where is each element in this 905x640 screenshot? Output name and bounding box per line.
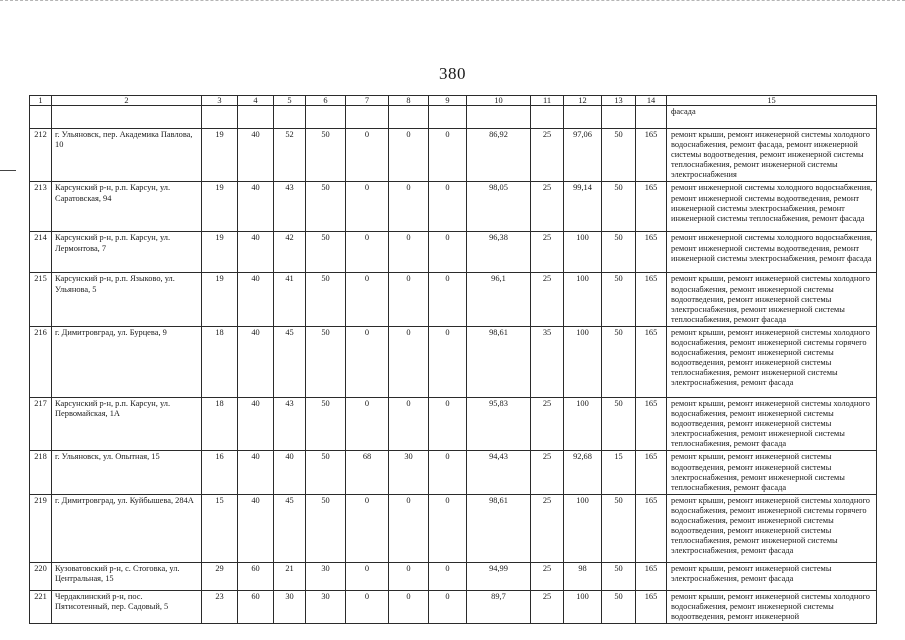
- value-cell: 15: [202, 494, 238, 562]
- address-cell: г. Димитровград, ул. Куйбышева, 284А: [52, 494, 202, 562]
- column-number: 10: [467, 96, 531, 106]
- column-number: 6: [306, 96, 346, 106]
- value-cell: 100: [564, 326, 602, 397]
- works-cell: ремонт крыши, ремонт инженерной системы водоотведения, ремонт инженерной системы электроснабжения, ремонт инженерной системы теплоснабжения, ремонт фасада: [667, 451, 877, 494]
- scan-top-edge: [0, 0, 905, 7]
- address-cell: г. Димитровград, ул. Бурцева, 9: [52, 326, 202, 397]
- value-cell: 40: [238, 451, 274, 494]
- value-cell: 43: [274, 182, 306, 232]
- value-cell: 25: [531, 397, 564, 450]
- value-cell: 0: [389, 590, 429, 623]
- value-cell: 50: [602, 590, 636, 623]
- table-row: [30, 494, 877, 562]
- value-cell: 50: [306, 326, 346, 397]
- value-cell: 25: [531, 232, 564, 273]
- value-cell: 0: [429, 326, 467, 397]
- table-row: [30, 562, 877, 590]
- table-row: [30, 590, 877, 623]
- value-cell: 25: [531, 129, 564, 182]
- value-cell: 99,14: [564, 182, 602, 232]
- works-cell: ремонт крыши, ремонт инженерной системы электроснабжения, ремонт фасада: [667, 562, 877, 590]
- value-cell: 45: [274, 494, 306, 562]
- value-cell: 0: [429, 232, 467, 273]
- value-cell: 100: [564, 397, 602, 450]
- value-cell: 96,1: [467, 273, 531, 326]
- table-row: [30, 326, 877, 397]
- value-cell: 43: [274, 397, 306, 450]
- column-number: 13: [602, 96, 636, 106]
- value-cell: 50: [602, 562, 636, 590]
- value-cell: 30: [306, 590, 346, 623]
- value-cell: 19: [202, 273, 238, 326]
- value-cell: 165: [636, 397, 667, 450]
- row-number-cell: 213: [30, 182, 52, 232]
- value-cell: 0: [346, 232, 389, 273]
- value-cell: 100: [564, 232, 602, 273]
- value-cell: 0: [389, 182, 429, 232]
- value-cell: 89,7: [467, 590, 531, 623]
- value-cell: 68: [346, 451, 389, 494]
- works-cell: ремонт крыши, ремонт инженерной системы холодного водоснабжения, ремонт фасада, ремонт инженерной системы водоотведения, ремонт инженерной системы теплоснабжения, ремонт инженерной системы электроснабжения: [667, 129, 877, 182]
- value-cell: 25: [531, 590, 564, 623]
- column-number: 3: [202, 96, 238, 106]
- value-cell: 50: [306, 232, 346, 273]
- value-cell: 0: [346, 590, 389, 623]
- works-cell: ремонт крыши, ремонт инженерной системы холодного водоснабжения, ремонт инженерной системы водоотведения, ремонт инженерной системы электроснабжения, ремонт инженерной системы теплоснабжения, ремонт фасада: [667, 273, 877, 326]
- works-cell: фасада: [667, 106, 877, 129]
- value-cell: 18: [202, 326, 238, 397]
- value-cell: 165: [636, 562, 667, 590]
- value-cell: 0: [429, 129, 467, 182]
- value-cell: 0: [389, 273, 429, 326]
- value-cell: 98,61: [467, 326, 531, 397]
- value-cell: 165: [636, 232, 667, 273]
- value-cell: 25: [531, 451, 564, 494]
- value-cell: 165: [636, 494, 667, 562]
- value-cell: 30: [274, 590, 306, 623]
- value-cell: 40: [238, 397, 274, 450]
- value-cell: 0: [429, 494, 467, 562]
- value-cell: 0: [429, 182, 467, 232]
- value-cell: 42: [274, 232, 306, 273]
- value-cell: 165: [636, 451, 667, 494]
- value-cell: 40: [238, 232, 274, 273]
- value-cell: 96,38: [467, 232, 531, 273]
- works-cell: ремонт инженерной системы холодного водоснабжения, ремонт инженерной системы водоотведения, ремонт инженерной системы электроснабжения, ремонт инженерной системы теплоснабжения, ремонт фасада: [667, 182, 877, 232]
- row-number-cell: 221: [30, 590, 52, 623]
- value-cell: 0: [346, 562, 389, 590]
- column-number: 5: [274, 96, 306, 106]
- value-cell: 40: [238, 182, 274, 232]
- row-number-cell: 212: [30, 129, 52, 182]
- address-cell: Карсунский р-н, р.п. Карсун, ул. Первомайская, 1А: [52, 397, 202, 450]
- value-cell: 94,99: [467, 562, 531, 590]
- value-cell: 40: [238, 326, 274, 397]
- value-cell: 86,92: [467, 129, 531, 182]
- value-cell: 0: [389, 562, 429, 590]
- column-number: 15: [667, 96, 877, 106]
- table-row: [30, 273, 877, 326]
- column-number: 4: [238, 96, 274, 106]
- value-cell: 0: [389, 129, 429, 182]
- value-cell: 25: [531, 562, 564, 590]
- value-cell: 0: [389, 326, 429, 397]
- value-cell: 0: [346, 397, 389, 450]
- value-cell: 97,06: [564, 129, 602, 182]
- table-row: [30, 397, 877, 450]
- value-cell: 35: [531, 326, 564, 397]
- value-cell: 40: [274, 451, 306, 494]
- value-cell: 19: [202, 182, 238, 232]
- value-cell: 25: [531, 273, 564, 326]
- value-cell: 165: [636, 182, 667, 232]
- page-number: 380: [439, 64, 466, 83]
- value-cell: 50: [306, 273, 346, 326]
- value-cell: 0: [389, 397, 429, 450]
- value-cell: 98: [564, 562, 602, 590]
- value-cell: 165: [636, 273, 667, 326]
- value-cell: 50: [602, 273, 636, 326]
- value-cell: 0: [429, 562, 467, 590]
- works-cell: ремонт крыши, ремонт инженерной системы холодного водоснабжения, ремонт инженерной системы водоотведения, ремонт инженерной системы электроснабжения, ремонт инженерной системы теплоснабжения, ремонт фасада: [667, 397, 877, 450]
- column-number: 1: [30, 96, 52, 106]
- continuation-row: [30, 106, 877, 129]
- value-cell: 25: [531, 494, 564, 562]
- value-cell: 50: [306, 494, 346, 562]
- value-cell: 50: [306, 129, 346, 182]
- address-cell: г. Ульяновск, пер. Академика Павлова, 10: [52, 129, 202, 182]
- value-cell: 0: [346, 182, 389, 232]
- works-cell: ремонт инженерной системы холодного водоснабжения, ремонт инженерной системы водоотведения, ремонт инженерной системы электроснабжения, ремонт фасада: [667, 232, 877, 273]
- row-number-cell: 218: [30, 451, 52, 494]
- row-number-cell: 220: [30, 562, 52, 590]
- value-cell: 0: [389, 232, 429, 273]
- column-number: 14: [636, 96, 667, 106]
- value-cell: 29: [202, 562, 238, 590]
- value-cell: 25: [531, 182, 564, 232]
- value-cell: 0: [346, 129, 389, 182]
- value-cell: 50: [602, 182, 636, 232]
- column-number: 2: [52, 96, 202, 106]
- value-cell: 30: [389, 451, 429, 494]
- works-table: [29, 95, 877, 624]
- value-cell: 16: [202, 451, 238, 494]
- value-cell: 15: [602, 451, 636, 494]
- value-cell: 0: [346, 326, 389, 397]
- value-cell: 50: [602, 326, 636, 397]
- value-cell: 52: [274, 129, 306, 182]
- address-cell: Кузоватовский р-н, с. Стоговка, ул. Центральная, 15: [52, 562, 202, 590]
- value-cell: 50: [602, 494, 636, 562]
- value-cell: 165: [636, 590, 667, 623]
- column-number-row: [30, 96, 877, 106]
- table-row: [30, 232, 877, 273]
- value-cell: 23: [202, 590, 238, 623]
- value-cell: 50: [306, 451, 346, 494]
- value-cell: 165: [636, 129, 667, 182]
- value-cell: 94,43: [467, 451, 531, 494]
- value-cell: 40: [238, 494, 274, 562]
- value-cell: 0: [346, 273, 389, 326]
- value-cell: 40: [238, 273, 274, 326]
- value-cell: 60: [238, 590, 274, 623]
- column-number: 9: [429, 96, 467, 106]
- margin-mark: [0, 170, 16, 171]
- value-cell: 98,61: [467, 494, 531, 562]
- row-number-cell: 217: [30, 397, 52, 450]
- value-cell: 18: [202, 397, 238, 450]
- value-cell: 40: [238, 129, 274, 182]
- value-cell: 50: [602, 397, 636, 450]
- value-cell: 41: [274, 273, 306, 326]
- address-cell: Карсунский р-н, р.п. Карсун, ул. Саратовская, 94: [52, 182, 202, 232]
- row-number-cell: 214: [30, 232, 52, 273]
- column-number: 7: [346, 96, 389, 106]
- address-cell: г. Ульяновск, ул. Опытная, 15: [52, 451, 202, 494]
- table-row: [30, 451, 877, 494]
- value-cell: 50: [306, 397, 346, 450]
- value-cell: 0: [429, 451, 467, 494]
- address-cell: Чердаклинский р-н, пос. Пятисотенный, пер. Садовый, 5: [52, 590, 202, 623]
- value-cell: 92,68: [564, 451, 602, 494]
- table-row: [30, 182, 877, 232]
- column-number: 11: [531, 96, 564, 106]
- value-cell: 95,83: [467, 397, 531, 450]
- table-body: [30, 96, 877, 624]
- value-cell: 0: [429, 590, 467, 623]
- value-cell: 45: [274, 326, 306, 397]
- value-cell: 100: [564, 494, 602, 562]
- address-cell: Карсунский р-н, р.п. Языково, ул. Ульянова, 5: [52, 273, 202, 326]
- value-cell: 0: [429, 397, 467, 450]
- address-cell: Карсунский р-н, р.п. Карсун, ул. Лермонтова, 7: [52, 232, 202, 273]
- table-row: [30, 129, 877, 182]
- works-cell: ремонт крыши, ремонт инженерной системы холодного водоснабжения, ремонт инженерной системы горячего водоснабжения, ремонт инженерной системы водоотведения, ремонт инженерной системы теплоснабжения, ремонт инженерной системы электроснабжения, ремонт фасада: [667, 494, 877, 562]
- works-cell: ремонт крыши, ремонт инженерной системы холодного водоснабжения, ремонт инженерной системы водоотведения, ремонт инженерной: [667, 590, 877, 623]
- value-cell: 50: [602, 232, 636, 273]
- value-cell: 0: [346, 494, 389, 562]
- value-cell: 21: [274, 562, 306, 590]
- value-cell: 0: [429, 273, 467, 326]
- value-cell: 60: [238, 562, 274, 590]
- column-number: 8: [389, 96, 429, 106]
- value-cell: 19: [202, 129, 238, 182]
- value-cell: 30: [306, 562, 346, 590]
- value-cell: 100: [564, 273, 602, 326]
- row-number-cell: 219: [30, 494, 52, 562]
- value-cell: 0: [389, 494, 429, 562]
- value-cell: 50: [306, 182, 346, 232]
- column-number: 12: [564, 96, 602, 106]
- row-number-cell: 216: [30, 326, 52, 397]
- value-cell: 165: [636, 326, 667, 397]
- value-cell: 50: [602, 129, 636, 182]
- value-cell: 19: [202, 232, 238, 273]
- value-cell: 100: [564, 590, 602, 623]
- row-number-cell: 215: [30, 273, 52, 326]
- works-cell: ремонт крыши, ремонт инженерной системы холодного водоснабжения, ремонт инженерной системы горячего водоснабжения, ремонт инженерной системы водоотведения, ремонт инженерной системы теплоснабжения, ремонт инженерной системы электроснабжения, ремонт фасада: [667, 326, 877, 397]
- value-cell: 98,05: [467, 182, 531, 232]
